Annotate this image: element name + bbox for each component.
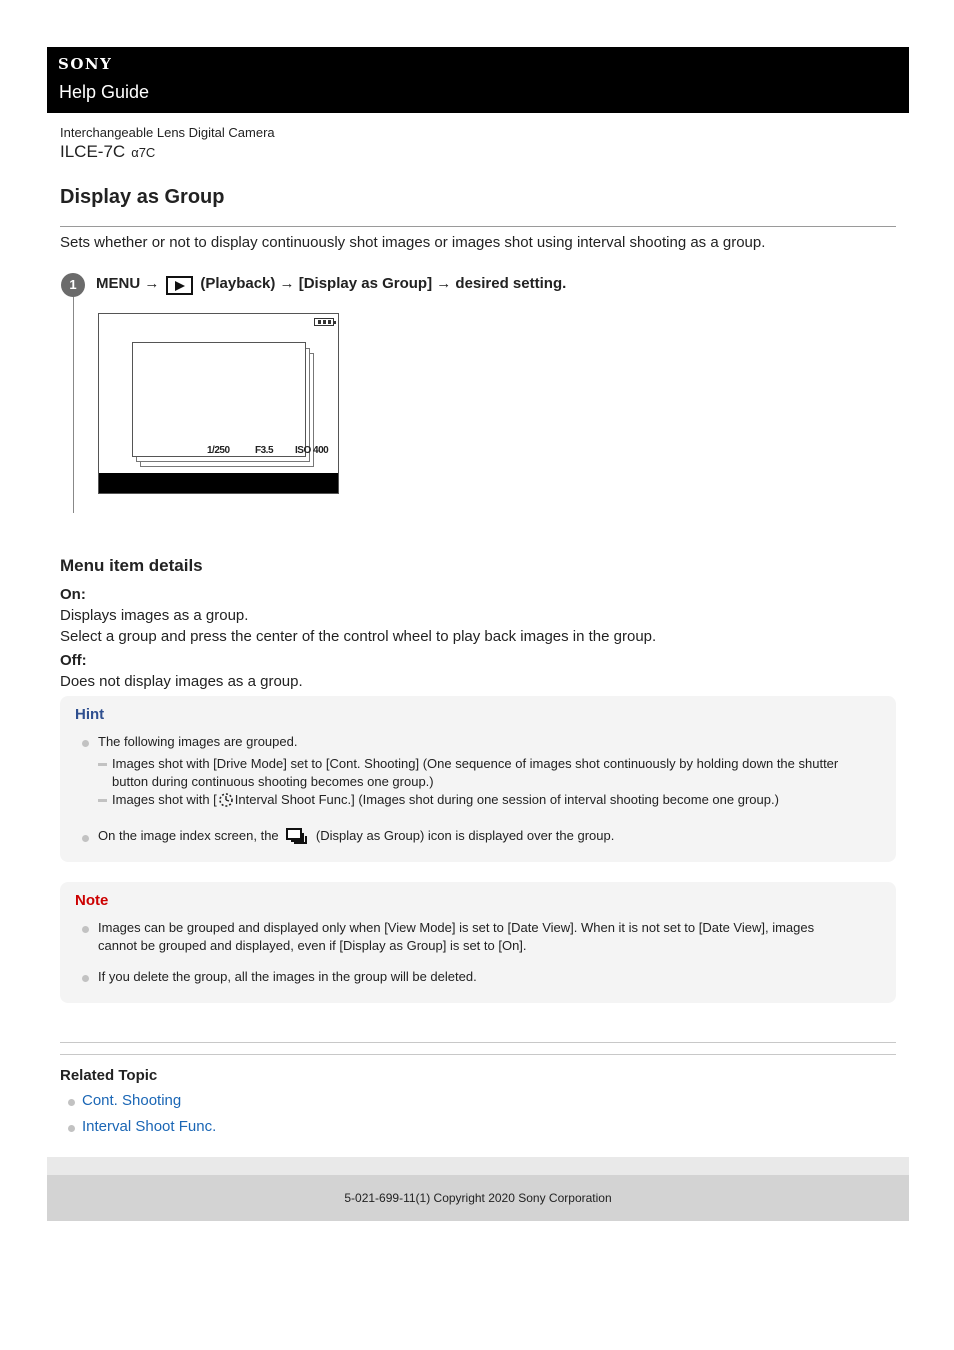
step-instruction xyxy=(96,274,566,293)
hint-item-2 xyxy=(98,827,614,845)
hint-sub-1-line-1: Images shot with [Drive Mode] set to [Cont. Shooting] (One sequence of images shot continuously by holding down the shutter xyxy=(112,756,839,771)
footer-top-band xyxy=(47,1157,909,1175)
display-as-group-icon xyxy=(286,828,308,844)
note-item-2: If you delete the group, all the images in the group will be deleted. xyxy=(98,969,477,984)
model-code: ILCE-7C xyxy=(60,142,126,161)
option-on-label: On: xyxy=(60,586,86,603)
model-name xyxy=(60,142,155,162)
hint-sub-2 xyxy=(112,791,779,809)
option-on-desc-2: Select a group and press the center of the control wheel to play back images in the group. xyxy=(60,628,657,645)
section-divider xyxy=(60,1054,896,1055)
dash-icon xyxy=(98,763,107,766)
option-off-label: Off: xyxy=(60,652,87,669)
hint-item-2-after: (Display as Group) icon is displayed over the group. xyxy=(315,828,615,843)
hint-box xyxy=(60,696,896,862)
step-connector-line xyxy=(73,286,74,513)
hint-sub-2-before: Images shot with [ xyxy=(112,792,217,807)
camera-screen-illustration xyxy=(98,313,339,494)
hint-sub-1-line-2: button during continuous shooting becomes one group.) xyxy=(112,774,434,789)
note-title: Note xyxy=(75,892,109,909)
playback-icon xyxy=(166,276,193,295)
option-on-desc-1: Displays images as a group. xyxy=(60,607,249,624)
group-stack-front xyxy=(132,342,306,457)
title-divider xyxy=(60,226,896,227)
step-number: 1 xyxy=(61,273,85,297)
bullet-icon xyxy=(82,740,89,747)
copyright-text: 5-021-699-11(1) Copyright 2020 Sony Corporation xyxy=(344,1191,612,1205)
option-off-desc: Does not display images as a group. xyxy=(60,673,303,690)
related-topic-heading: Related Topic xyxy=(60,1067,158,1084)
header-bar xyxy=(47,47,909,113)
help-guide-title[interactable]: Help Guide xyxy=(59,82,150,102)
interval-shoot-icon xyxy=(218,792,234,808)
dash-icon xyxy=(98,799,107,802)
bullet-icon xyxy=(82,835,89,842)
hint-item-1: The following images are grouped. xyxy=(98,734,298,749)
section-divider xyxy=(60,1042,896,1043)
bullet-icon xyxy=(82,975,89,982)
hint-sub-2-after: Interval Shoot Func.] (Images shot during one session of interval shooting become one group.) xyxy=(234,792,779,807)
footer xyxy=(47,1175,909,1221)
note-item-1-line-1: Images can be grouped and displayed only when [View Mode] is set to [Date View]. When it is not set to [Date View], images xyxy=(98,920,815,935)
related-link-interval-shoot[interactable]: Interval Shoot Func. xyxy=(82,1118,217,1135)
product-type: Interchangeable Lens Digital Camera xyxy=(60,125,275,140)
screen-bottom-bar xyxy=(99,473,338,493)
iso-readout: ISO 400 xyxy=(295,445,329,456)
page-intro: Sets whether or not to display continuously shot images or images shot using interval shooting as a group. xyxy=(60,234,766,251)
aperture-readout: F3.5 xyxy=(255,445,274,456)
brand-logo: SONY xyxy=(58,55,113,73)
menu-item-details-heading: Menu item details xyxy=(60,556,203,575)
note-box xyxy=(60,882,896,1003)
hint-item-2-before: On the image index screen, the xyxy=(98,828,279,843)
battery-icon xyxy=(314,318,334,326)
page-title: Display as Group xyxy=(60,186,225,208)
shutter-speed-readout: 1/250 xyxy=(207,445,230,456)
hint-title: Hint xyxy=(75,706,105,723)
note-item-1-line-2: cannot be grouped and displayed, even if [Display as Group] is set to [On]. xyxy=(98,938,527,953)
step-text-path: (Playback) → [Display as Group] → desired setting. xyxy=(200,275,567,292)
related-link-cont-shooting[interactable]: Cont. Shooting xyxy=(82,1092,182,1109)
model-alpha: α7C xyxy=(131,145,156,160)
bullet-icon xyxy=(68,1125,75,1132)
bullet-icon xyxy=(82,926,89,933)
step-text-menu: MENU → xyxy=(96,275,160,292)
bullet-icon xyxy=(68,1099,75,1106)
